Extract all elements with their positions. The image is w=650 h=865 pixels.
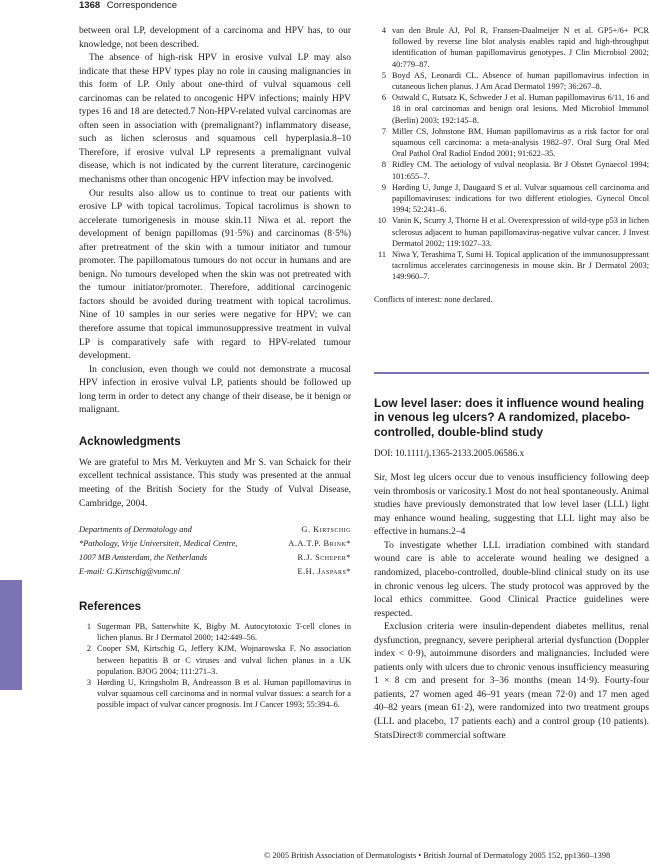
reference-item: 10 Vanin K, Scurry J, Thorne H et al. Overexpression of wild-type p53 in lichen sclerosus adjacent to human papillomavirus-negative vulvar cancer. J Invest Dermatol 2002; 119:1027–33.: [377, 216, 649, 248]
affiliation-line: Departments of Dermatology and G. Kirtschig: [79, 525, 351, 535]
article-doi: DOI: 10.1111/j.1365-2133.2005.06586.x: [374, 448, 525, 459]
reference-list: [79, 621, 351, 711]
reference-item: 11 Niwa Y, Terashima T, Sumi H. Topical application of the immunosuppressant tacrolimus accelerates carcinogenesis in mouse skin. Br J Dermatol 2003; 149:960–7.: [378, 250, 649, 282]
affiliation-line: *Pathology, Vrije Universiteit, Medical Centre, A.A.T.P. Brink*: [79, 539, 351, 549]
affiliation-line: E-mail: G.Kirtschig@vumc.nl E.H. Jaspars*: [79, 567, 351, 577]
running-header: [79, 0, 177, 11]
left-column: [79, 25, 351, 711]
section-name: Correspondence: [106, 0, 178, 11]
affiliation-line: 1007 MB Amsterdam, the Netherlands R.J. Scheper*: [79, 553, 351, 563]
article-paragraph-2: To investigate whether LLL irradiation combined with standard wound care is able to accelerate wound healing we designed a randomized, placebo-controlled, double-blind clinical study on its use in chronic venous leg ulcers. The study protocol was approved by the local ethics committee. Good Clinical Practice guidelines were respected.: [374, 540, 649, 619]
page-footer: © 2005 British Association of Dermatologists • British Journal of Dermatology 2005 152, pp1360–1398: [264, 851, 611, 860]
left-paragraph-2: The absence of high-risk HPV in erosive vulval LP may also indicate that these HPV types play no role in causing malignancies in this form of LP. Only about one-third of vulval squamous cell carcinomas can be related to oncogenic HPV infections; mainly HPV types 16 and 18 are detected.7 Non-HPV-related vulval carcinomas are often seen in association with (premalignant?) inflammatory disease, such as lichen sclerosus and squamous cell hyperplasia.8–10 Therefore, if erosive vulval LP represents a premalignant vulval disease, which is not indicated by the current literature, carcinogenic mechanisms other than oncogenic HPV infection may be involved.: [79, 53, 351, 186]
reference-item: 3 Hørding U, Kringsholm B, Andreasson B et al. Human papillomavirus in vulvar squamous cell carcinoma and in normal vulvar tissues: a search for a possible impact of vulvar cancer prognosis. Int J Cancer 1993; 55:394–6.: [86, 678, 351, 710]
reference-item: 6 Ostwald C, Rutsatz K, Schweder J et al. Human papillomavirus 6/11, 16 and 18 in oral carcinomas and benign oral lesions. Med Microbiol Immunol (Berlin) 2003; 192:145–8.: [381, 93, 649, 125]
article-title: Low level laser: does it influence wound healing in venous leg ulcers? A randomized, placebo-controlled, double-blind study: [374, 395, 645, 439]
reference-item: 5 Boyd AS, Leonardi CL. Absence of human papillomavirus infection in cutaneous lichen planus. J Am Acad Dermatol 1997; 36:267–8.: [381, 70, 649, 92]
left-paragraph-1: between oral LP, development of a carcinoma and HPV has, to our knowledge, not been described.: [79, 26, 351, 50]
left-paragraph-4: In conclusion, even though we could not demonstrate a mucosal HPV infection in erosive vulval LP, patients should be followed up long term in order to detect any change of their disease, be it benign or malignant.: [79, 364, 351, 416]
reference-item: 4 van den Brule AJ, Pol R, Fransen-Daalmeijer N et al. GP5+/6+ PCR followed by reverse line blot analysis enables rapid and high-throughput identification of human papillomavirus genotypes. J Clin Microbiol 2002; 40:779–87.: [381, 26, 649, 69]
conflicts-of-interest: Conflicts of interest: none declared.: [374, 294, 493, 304]
article-paragraph-3: Exclusion criteria were insulin-dependent diabetes mellitus, renal dysfunction, pregnancy, severe peripheral arterial dysfunction (Doppler index < 0·9), autoimmune disorders and malignancies. Included were patients only with ulcers due to chronic venous insufficiency measuring 1 × 8 cm and present for 3–36 months (mean 14·9). Fourty-four patients, 27 women aged 46–91 years (mean 72·0) and 17 men aged 40–82 years (mean 61·2), were randomized into two treatment groups (LLL and placebo, 17 patients each) and a control group (10 patients). StatsDirect® commercial software: [374, 622, 649, 741]
left-paragraph-3: Our results also allow us to continue to treat our patients with erosive LP with topical tacrolimus. Topical tacrolimus is shown to accelerate tumorigenesis in mouse skin.11 Niwa et al. report the development of benign papillomas (91·5%) and carcinomas (8·5%) after pretreatment of the skin with a tumour initiator and tumour promoter. The papillomatous tumours do not occur in humans and are benign. No tumours developed when the skin was not pretreated with the tumour initiator/promoter. Therefore, additional carcinogenic factors should be avoided during treatment with topical tacrolimus. Nine of 10 samples in our series were negative for HPV; we can therefore assume that topical immunosuppressive treatment in vulval LP is comparatively safe with regard to HPV-related tumour development.: [79, 188, 351, 362]
page-number: 1368: [79, 0, 101, 11]
reference-item: 9 Hørding U, Junge J, Daugaard S et al. Vulvar squamous cell carcinoma and papillomaviruses: indications for two different etiologies. Gynecol Oncol 1994; 52:241–6.: [381, 182, 649, 215]
acknowledgments-text: We are grateful to Mrs M. Verkuyten and Mr S. van Schaick for their excellent technical assistance. This study was presented at the annual meeting of the British Society for the Study of Vulval Disease, Cambridge, 2004.: [79, 457, 351, 509]
right-column: [374, 25, 649, 743]
reference-item: 1 Sugerman PB, Satterwhite K, Bigby M. Autocytotoxic T-cell clones in lichen planus. Br J Dermatol 2000; 142:449–56.: [86, 622, 351, 643]
reference-item: 7 Miller CS, Johnstone BM. Human papillomavirus as a risk factor for oral squamous cell carcinoma: a meta-analysis 1982–97. Oral Surg Oral Med Oral Pathol Oral Radiol Endod 2001; 91:622–35.: [381, 126, 649, 159]
reference-item: 8 Ridley CM. The aetiology of vulval neoplasia. Br J Obstet Gynaecol 1994; 101:655–7.: [381, 160, 649, 181]
reference-list-continued: [374, 25, 649, 283]
reference-item: 2 Cooper SM, Kirtschig G, Jeffery KJM, Wojnarowska F. No association between hepatitis B or C viruses and vulval lichen planus in a UK population. BJOG 2004; 111:271–3.: [86, 644, 351, 676]
side-tab-marker: [0, 580, 22, 690]
article-paragraph-1: Sir, Most leg ulcers occur due to venous insufficiency following deep vein thrombosis or varicosity.1 Most do not heal spontaneously. Animal studies have previously demonstrated that low level laser (LLL) light may enhance wound healing, suggesting that LLL light may also be effective in humans.2–4: [374, 473, 649, 538]
acknowledgments-heading: Acknowledgments: [79, 435, 181, 448]
affiliations: [79, 523, 351, 579]
references-heading: References: [79, 601, 142, 614]
